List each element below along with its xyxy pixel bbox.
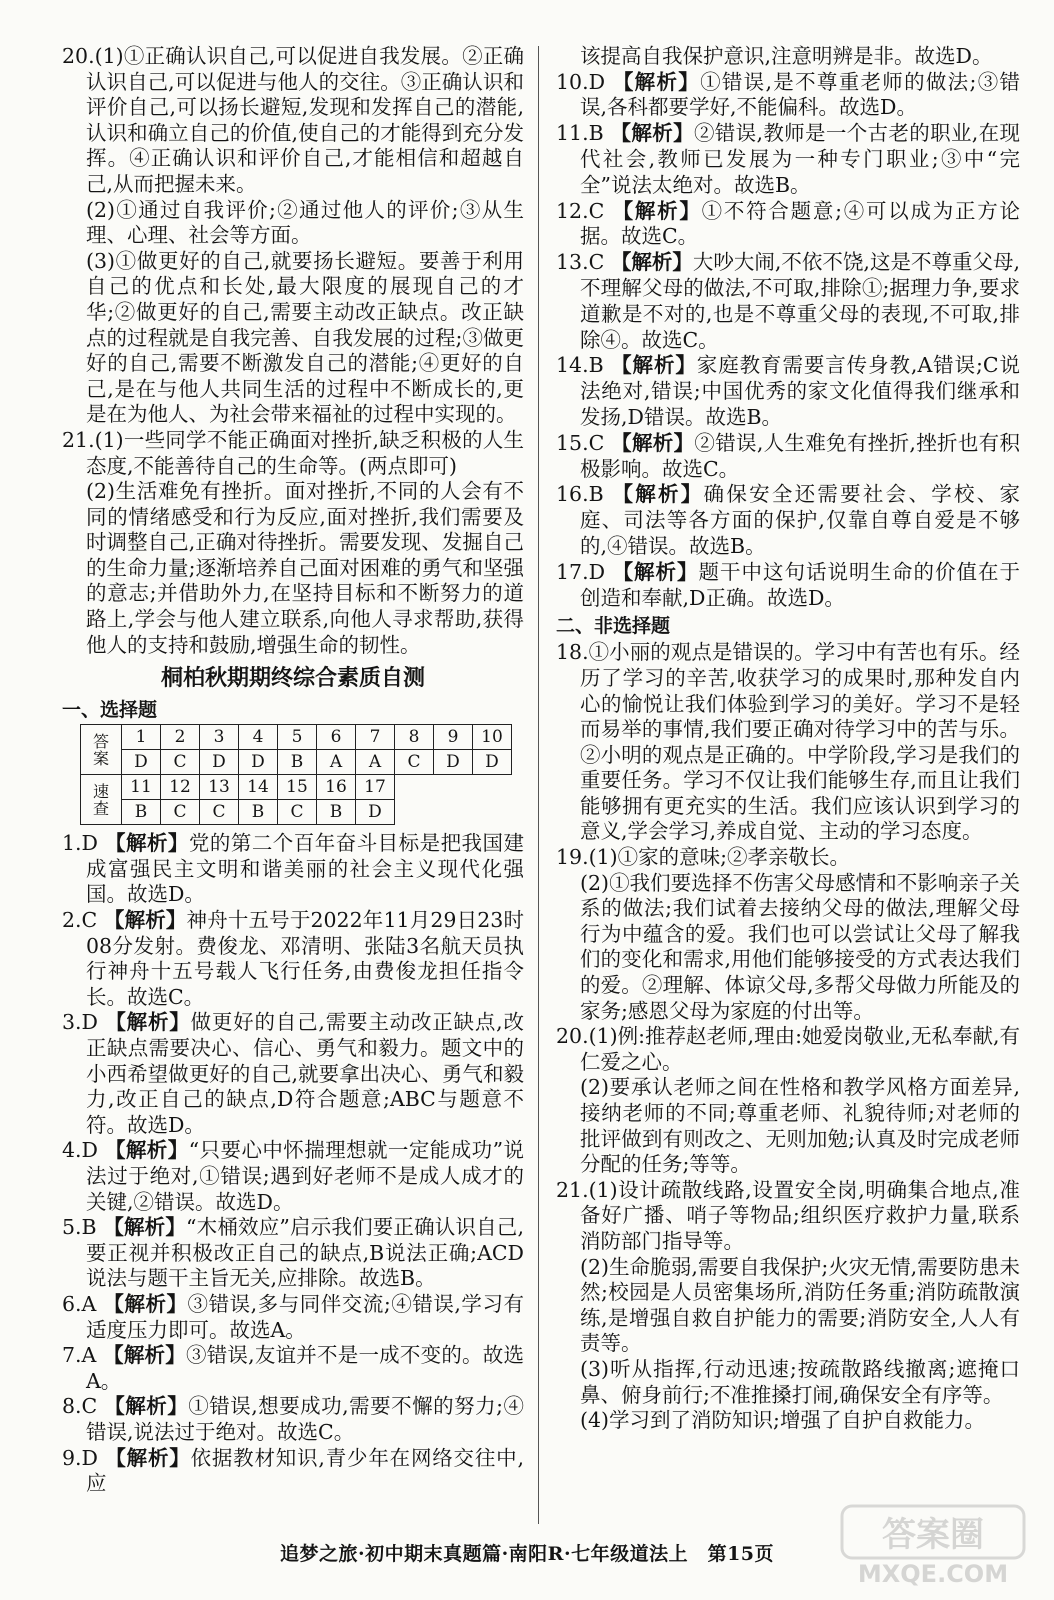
item-number: 9.D <box>62 1445 98 1470</box>
analysis-label: 【解析】 <box>612 198 702 223</box>
analysis-label: 【解析】 <box>610 121 694 146</box>
item-number: 14.B <box>556 353 604 378</box>
q21r-part3: (3)听从指挥,行动迅速;按疏散路线撤离;遮掩口鼻、俯身前行;不准推搡打闹,确保安全有序等。 <box>580 1356 1020 1407</box>
answer-table <box>80 724 512 825</box>
item-number: 1.D <box>62 831 98 856</box>
item-text: 家庭教育需要言传身教,A错误;C说法绝对,错误;中国优秀的家文化值得我们继承和发扬,D错误。故选B。 <box>580 353 1020 429</box>
watermark-text-en: MXQE.COM <box>857 1560 1009 1588</box>
watermark-text-cn: 答案圈 <box>882 1515 984 1555</box>
analysis-label: 【解析】 <box>611 353 697 378</box>
answer-item-13 <box>556 250 1020 353</box>
q20r-part2: (2)要承认老师之间在性格和教学风格方面差异,接纳老师的不同;尊重老师、礼貌待师;对老师的批评做到有则改之、无则加勉;认真及时完成老师分配的任务;等等。 <box>580 1075 1020 1177</box>
item-text: 确保安全还需要社会、学校、家庭、司法等各方面的保护,仅靠自尊自爱是不够的,④错误。故选B。 <box>580 482 1021 558</box>
item-number: 6.A <box>62 1291 97 1316</box>
item-text: 做更好的自己,需要主动改正缺点,改正缺点需要决心、信心、勇气和毅力。题文中的小西希望做更好的自己,就要拿出决心、勇气和毅力,改正自己的缺点,D符合题意;ABC与题意不符。故选D。 <box>86 1010 524 1137</box>
item-text: ③错误,多与同伴交流;④错误,学习有适度压力即可。故选A。 <box>86 1291 524 1342</box>
section-choice-title: 一、选择题 <box>62 699 158 722</box>
watermark-logo <box>838 1500 1028 1590</box>
answer-num: 1 <box>122 725 161 750</box>
item-text: “只要心中怀揣理想就一定能成功”说法过于绝对,①错误;遇到好老师不是成人成才的关键,②错误。故选D。 <box>86 1138 524 1214</box>
answer-num: 14 <box>239 775 278 800</box>
answer-num: 12 <box>161 775 200 800</box>
analysis-label: 【解析】 <box>612 69 701 94</box>
q20-part3: (3)①做更好的自己,就要扬长避短。要善于利用自己的优点和长处,最大限度的展现自己的才华;②做更好的自己,需要主动改正缺点。改正缺点的过程就是自我完善、自我发展的过程;③做更好的自己,需要不断激发自己的潜能;④更好的自己,是在与他人共同生活的过程中不断成长的,更是在为他人、为社会带来福祉的过程中实现的。 <box>86 248 524 427</box>
analysis-label: 【解析】 <box>103 1215 187 1240</box>
answer-value: D <box>239 750 278 775</box>
right-column <box>556 44 1020 1434</box>
q20r-part1: 20.(1)例:推荐赵老师,理由:她爱岗敬业,无私奉献,有仁爱之心。 <box>556 1024 1021 1074</box>
q21r-part2: (2)生命脆弱,需要自我保护;火灾无情,需要防患未然;校园是人员密集场所,消防任务重;消防疏散演练,是增强自救自护能力的需要;消防安全,人人有责等。 <box>580 1254 1020 1356</box>
item-number: 15.C <box>556 430 605 455</box>
item-text: ①错误,是不尊重老师的做法;③错误,各科都要学好,不能偏科。故选D。 <box>580 69 1020 120</box>
item-text: ②错误,教师是一个古老的职业,在现代社会,教师已发展为一种专门职业;③中“完全”说法太绝对。故选B。 <box>580 121 1020 197</box>
answer-num: 10 <box>473 725 512 750</box>
item-number: 2.C <box>62 908 98 933</box>
answer-value: B <box>239 800 278 825</box>
q19-part1: 19.(1)①家的意味;②孝亲敬长。 <box>556 845 851 870</box>
q21r-part1: 21.(1)设计疏散线路,设置安全岗,明确集合地点,准备好广播、哨子等物品;组织医疗救护力量,联系消防部门指导等。 <box>556 1177 1020 1253</box>
q21-part1: 21.(1)一些同学不能正确面对挫折,缺乏积极的人生态度,不能善待自己的生命等。(两点即可) <box>62 427 524 478</box>
item-number: 7.A <box>62 1343 97 1368</box>
item-text: “木桶效应”启示我们要正确认识自己,要正视并积极改正自己的缺点,B说法正确;ACD说法与题干主旨无关,应排除。故选B。 <box>86 1215 524 1291</box>
answer-num: 16 <box>317 775 356 800</box>
item-number: 5.B <box>62 1215 97 1240</box>
item-text: ②错误,人生难免有挫折,挫折也有积极影响。故选C。 <box>580 430 1020 481</box>
q20-part2: (2)①通过自我评价;②通过他人的评价;③从生理、心理、社会等方面。 <box>86 197 524 248</box>
item-number: 16.B <box>556 482 604 507</box>
section-nonchoice-title: 二、非选择题 <box>556 615 671 638</box>
analysis-label: 【解析】 <box>105 831 189 856</box>
answer-item-8 <box>62 1394 524 1445</box>
analysis-label: 【解析】 <box>104 1394 189 1419</box>
answer-item-11 <box>556 121 1020 198</box>
answer-item-9-continued: 该提高自我保护意识,注意明辨是非。故选D。 <box>580 44 993 68</box>
item-number: 3.D <box>62 1010 98 1035</box>
item-number: 4.D <box>62 1138 98 1163</box>
item-number: 8.C <box>62 1394 98 1419</box>
answer-item-9 <box>62 1446 524 1497</box>
page-footer: 追梦之旅·初中期末真题篇·南阳R·七年级道法上 第15页 <box>279 1543 775 1565</box>
answer-value: B <box>278 750 317 775</box>
answer-num: 5 <box>278 725 317 750</box>
item-text: ③错误,友谊并不是一成不变的。故选A。 <box>86 1343 524 1393</box>
test-title: 桐柏秋期期终综合素质自测 <box>160 666 425 692</box>
item-text: 神舟十五号于2022年11月29日23时08分发射。费俊龙、邓清明、张陆3名航天员执行神舟十五号载人飞行任务,由费俊龙担任指令长。故选C。 <box>86 908 524 1009</box>
answer-item-2 <box>62 908 524 1010</box>
answer-value: D <box>434 750 473 775</box>
item-text: ①错误,想要成功,需要不懈的努力;④错误,说法过于绝对。故选C。 <box>86 1394 524 1444</box>
answer-value: C <box>278 800 317 825</box>
answer-value: A <box>317 750 356 775</box>
answer-num: 11 <box>122 775 161 800</box>
answer-item-1 <box>62 831 524 908</box>
analysis-label: 【解析】 <box>105 1010 191 1035</box>
analysis-label: 【解析】 <box>611 430 695 455</box>
analysis-label: 【解析】 <box>103 1343 186 1368</box>
answer-item-16 <box>556 482 1020 559</box>
left-column <box>62 44 524 1497</box>
answer-item-7 <box>62 1343 524 1394</box>
analysis-label: 【解析】 <box>105 1445 191 1470</box>
item-text: 依据教材知识,青少年在网络交往中,应 <box>86 1445 524 1496</box>
answer-num: 9 <box>434 725 473 750</box>
analysis-label: 【解析】 <box>612 482 704 507</box>
answer-item-10 <box>556 70 1020 122</box>
answer-num: 8 <box>395 725 434 750</box>
q21r-part4: (4)学习到了消防知识;增强了自护自救能力。 <box>580 1408 985 1433</box>
answer-item-14 <box>556 353 1020 430</box>
q18: 18.①小丽的观点是错误的。学习中有苦也有乐。经历了学习的辛苦,收获学习的成果时,那种发自内心的愉悦让我们体验到学习的美好。学习不是轻而易举的事情,我们要正确对待学习中的苦与乐。②小明的观点是正确的。中学阶段,学习是我们的重要任务。学习不仅让我们能够生存,而且让我们能够拥有更充实的生活。我们应该认识到学习的意义,学会学习,养成自觉、主动的学习态度。 <box>556 640 1020 844</box>
answer-value: B <box>317 800 356 825</box>
column-divider <box>538 46 539 1524</box>
answer-value: C <box>161 750 200 775</box>
answer-table-label-top: 答 案 <box>81 725 122 775</box>
q20-part1: 20.(1)①正确认识自己,可以促进自我发展。②正确认识自己,可以促进与他人的交往。③正确认识和评价自己,可以扬长避短,发现和发挥自己的潜能,认识和确立自己的价值,使自己的才能得到充分发挥。④正确认识和评价自己,才能相信和超越自己,从而把握未来。 <box>62 44 524 196</box>
analysis-label: 【解析】 <box>610 250 693 275</box>
answer-value: D <box>200 750 239 775</box>
answer-num: 2 <box>161 725 200 750</box>
answer-num: 3 <box>200 725 239 750</box>
analysis-label: 【解析】 <box>612 559 699 584</box>
answer-num: 13 <box>200 775 239 800</box>
item-number: 11.B <box>556 121 604 146</box>
answer-value: D <box>356 800 395 825</box>
answer-value: C <box>200 800 239 825</box>
answer-value: B <box>122 800 161 825</box>
answer-item-5 <box>62 1215 524 1292</box>
item-text: 大吵大闹,不依不饶,这是不尊重父母,不理解父母的做法,不可取,排除①;据理力争,要求道歉是不对的,也是不尊重父母的表现,不可取,排除④。故选C。 <box>580 250 1020 352</box>
answer-value: C <box>161 800 200 825</box>
answer-value: C <box>395 750 434 775</box>
item-number: 12.C <box>556 198 605 223</box>
item-number: 10.D <box>556 69 606 94</box>
answer-item-15 <box>556 431 1020 483</box>
analysis-label: 【解析】 <box>103 1291 188 1316</box>
answer-item-6 <box>62 1292 524 1343</box>
answer-table-label-bottom: 速 查 <box>81 775 122 825</box>
answer-value: A <box>356 750 395 775</box>
analysis-label: 【解析】 <box>103 908 187 933</box>
answer-num: 7 <box>356 725 395 750</box>
answer-num: 6 <box>317 725 356 750</box>
answer-item-17 <box>556 560 1020 612</box>
q19-part2: (2)①我们要选择不伤害父母感情和不影响亲子关系的做法;我们试着去接纳父母的做法,理解父母行为中蕴含的爱。我们也可以尝试让父母了解我们的变化和需求,用他们能够接受的方式表达我们的爱。②理解、体谅父母,多帮父母做力所能及的家务;感恩父母为家庭的付出等。 <box>580 870 1020 1023</box>
q21-part2: (2)生活难免有挫折。面对挫折,不同的人会有不同的情绪感受和行为反应,面对挫折,我们需要及时调整自己,正确对待挫折。需要发现、发掘自己的生命力量;逐渐培养自己面对困难的勇气和坚强的意志;并借助外力,在坚持目标和不断努力的道路上,学会与他人建立联系,向他人寻求帮助,获得他人的支持和鼓励,增强生命的韧性。 <box>86 479 524 657</box>
answer-value: D <box>122 750 161 775</box>
answer-value: D <box>473 750 512 775</box>
answer-num: 17 <box>356 775 395 800</box>
answer-num: 15 <box>278 775 317 800</box>
item-text: 题干中这句话说明生命的价值在于创造和奉献,D正确。故选D。 <box>580 559 1020 610</box>
analysis-label: 【解析】 <box>104 1138 189 1163</box>
item-number: 13.C <box>556 250 605 275</box>
answer-item-3 <box>62 1010 524 1138</box>
answer-item-4 <box>62 1138 524 1215</box>
item-number: 17.D <box>556 559 606 584</box>
answer-item-12 <box>556 199 1020 251</box>
item-text: ①不符合题意;④可以成为正方论据。故选C。 <box>580 198 1021 249</box>
item-text: 党的第二个百年奋斗目标是把我国建成富强民主文明和谐美丽的社会主义现代化强国。故选D。 <box>86 831 525 907</box>
answer-num: 4 <box>239 725 278 750</box>
